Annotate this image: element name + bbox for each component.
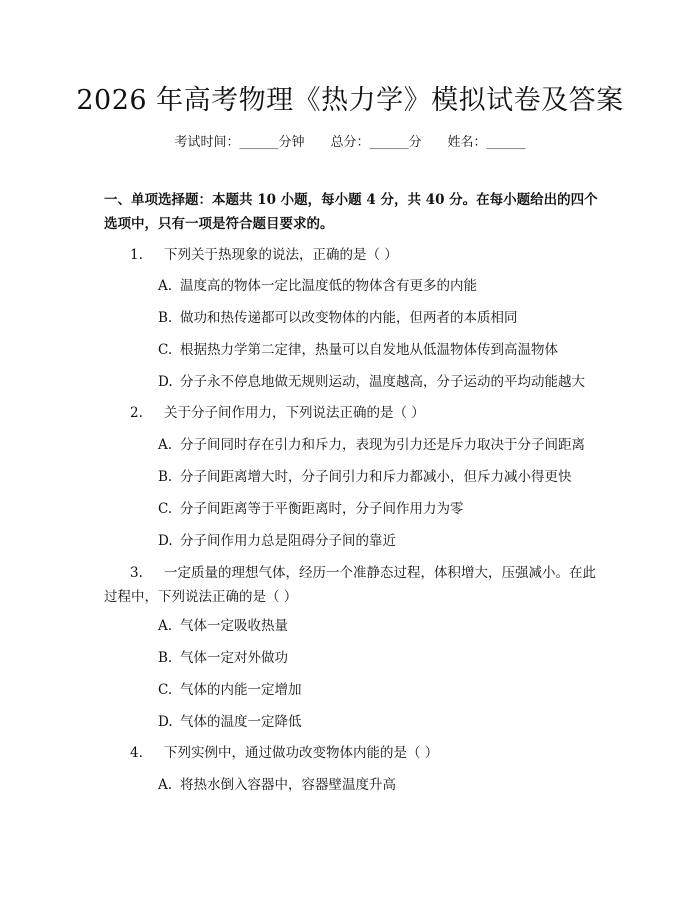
exam-time-field: 考试时间：______分钟 <box>174 135 305 150</box>
option-text: 温度高的物体一定比温度低的物体含有更多的内能 <box>180 278 477 294</box>
exam-meta <box>0 131 700 150</box>
option-text: 根据热力学第二定律，热量可以自发地从低温物体传到高温物体 <box>180 342 558 358</box>
option-1a <box>158 274 598 298</box>
option-letter: B. <box>158 310 173 326</box>
option-3a <box>158 614 598 638</box>
option-text: 分子间距离增大时，分子间引力和斥力都减小，但斥力减小得更快 <box>180 469 572 485</box>
question-stem: 一定质量的理想气体，经历一个准静态过程，体积增大，压强减小。在此过程中，下列说法正确的是（ ） <box>104 565 596 605</box>
student-name-field: 姓名：______ <box>447 135 526 150</box>
option-2a <box>158 433 598 457</box>
option-4a <box>158 773 598 797</box>
option-text: 分子间同时存在引力和斥力，表现为引力还是斥力取决于分子间距离 <box>180 437 585 453</box>
option-letter: A. <box>158 437 173 453</box>
section-heading: 一、单项选择题：本题共 10 小题，每小题 4 分，共 40 分。在每小题给出的四个选项中，只有一项是符合题目要求的。 <box>104 192 598 232</box>
option-text: 分子间距离等于平衡距离时，分子间作用力为零 <box>180 501 464 517</box>
question-4 <box>104 741 600 765</box>
option-3d <box>158 710 598 734</box>
option-text: 分子永不停息地做无规则运动，温度越高，分子运动的平均动能越大 <box>180 374 585 390</box>
option-letter: C. <box>158 682 173 698</box>
option-letter: C. <box>158 342 173 358</box>
question-stem: 下列实例中，通过做功改变物体内能的是（ ） <box>164 745 439 761</box>
question-stem: 关于分子间作用力，下列说法正确的是（ ） <box>164 405 425 421</box>
option-text: 气体一定吸收热量 <box>180 618 288 634</box>
question-3 <box>104 561 600 609</box>
option-1b <box>158 306 598 330</box>
option-letter: A. <box>158 777 173 793</box>
option-1c <box>158 338 598 362</box>
question-1 <box>104 243 600 267</box>
question-2 <box>104 401 600 425</box>
option-letter: C. <box>158 501 173 517</box>
option-text: 做功和热传递都可以改变物体的内能，但两者的本质相同 <box>180 310 518 326</box>
option-2d <box>158 529 598 553</box>
page-title: 2026 年高考物理《热力学》模拟试卷及答案 <box>76 85 624 116</box>
option-letter: A. <box>158 278 173 294</box>
option-letter: D. <box>158 533 173 549</box>
option-3b <box>158 646 598 670</box>
question-stem: 下列关于热现象的说法，正确的是（ ） <box>164 247 398 263</box>
option-text: 分子间作用力总是阻碍分子间的靠近 <box>180 533 396 549</box>
question-number: 1. <box>130 247 143 263</box>
question-number: 3. <box>130 565 143 581</box>
option-text: 气体一定对外做功 <box>180 650 288 666</box>
question-number: 2. <box>130 405 143 421</box>
option-3c <box>158 678 598 702</box>
option-letter: B. <box>158 469 173 485</box>
option-1d <box>158 370 598 394</box>
option-letter: D. <box>158 714 173 730</box>
option-2b <box>158 465 598 489</box>
question-number: 4. <box>130 745 143 761</box>
option-text: 将热水倒入容器中，容器壁温度升高 <box>180 777 396 793</box>
option-letter: B. <box>158 650 173 666</box>
option-text: 气体的内能一定增加 <box>180 682 302 698</box>
total-score-field: 总分：______分 <box>330 135 422 150</box>
option-text: 气体的温度一定降低 <box>180 714 302 730</box>
option-letter: A. <box>158 618 173 634</box>
option-2c <box>158 497 598 521</box>
option-letter: D. <box>158 374 173 390</box>
